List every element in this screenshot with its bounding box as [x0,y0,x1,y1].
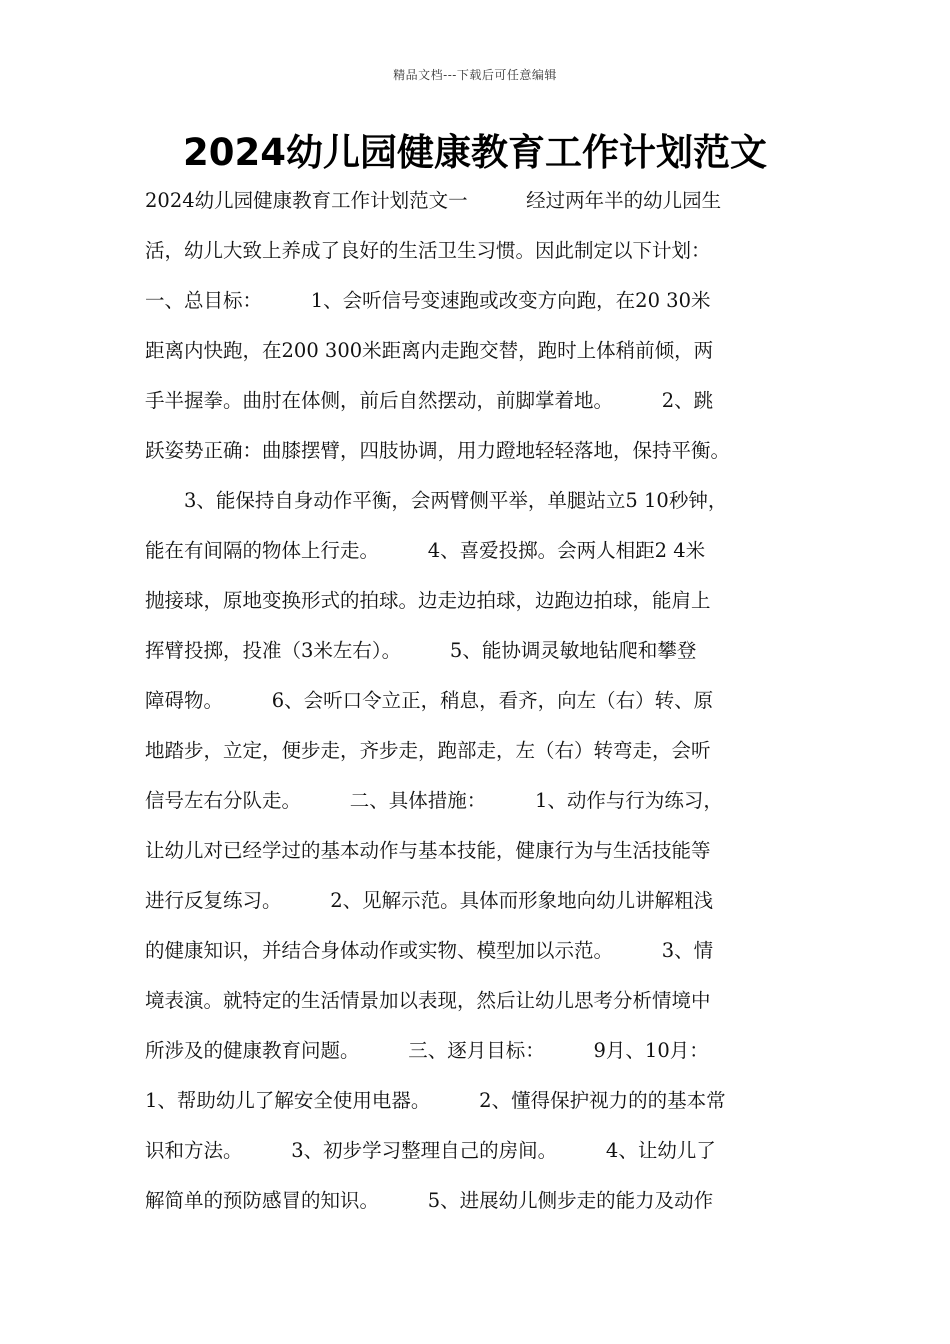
body-line: 信号左右分队走。 二、具体措施： 1、动作与行为练习， [145,789,723,812]
body-line: 境表演。就特定的生活情景加以表现，然后让幼儿思考分析情境中 [145,989,711,1012]
document-title: 2024幼儿园健康教育工作计划范文 [183,131,767,174]
body-line: 一、总目标： 1、会听信号变速跑或改变方向跑，在20 30米 [145,289,711,312]
body-line: 跃姿势正确：曲膝摆臂，四肢协调，用力蹬地轻轻落地，保持平衡。 [145,439,731,462]
body-line: 活，幼儿大致上养成了良好的生活卫生习惯。因此制定以下计划： [145,239,711,262]
header-note: 精品文档---下载后可任意编辑 [393,68,557,82]
document-body [145,176,825,1226]
body-line: 地踏步，立定，便步走，齐步走，跑部走，左（右）转弯走，会听 [145,739,711,762]
body-line: 障碍物。 6、会听口令立正，稍息，看齐，向左（右）转、原 [145,689,714,712]
body-line: 能在有间隔的物体上行走。 4、喜爱投掷。会两人相距2 4米 [145,539,706,562]
body-line: 的健康知识，并结合身体动作或实物、模型加以示范。 3、情 [145,939,714,962]
body-line: 1、帮助幼儿了解安全使用电器。 2、懂得保护视力的的基本常 [145,1089,726,1112]
body-line: 挥臂投掷，投准（3米左右）。 5、能协调灵敏地钻爬和攀登 [145,639,697,662]
body-line: 2024幼儿园健康教育工作计划范文一 经过两年半的幼儿园生 [145,189,722,212]
body-line: 解简单的预防感冒的知识。 5、进展幼儿侧步走的能力及动作 [145,1189,714,1212]
body-line: 让幼儿对已经学过的基本动作与基本技能，健康行为与生活技能等 [145,839,711,862]
body-line: 距离内快跑，在200 300米距离内走跑交替，跑时上体稍前倾，两 [145,339,714,362]
body-line: 所涉及的健康教育问题。 三、逐月目标： 9月、10月： [145,1039,709,1062]
body-line: 识和方法。 3、初步学习整理自己的房间。 4、让幼儿了 [145,1139,716,1162]
body-line: 抛接球，原地变换形式的拍球。边走边拍球，边跑边拍球，能肩上 [145,589,711,612]
body-line: 3、能保持自身动作平衡，会两臂侧平举，单腿站立5 10秒钟， [145,489,728,512]
body-line: 手半握拳。曲肘在体侧，前后自然摆动，前脚掌着地。 2、跳 [145,389,714,412]
body-line: 进行反复练习。 2、见解示范。具体而形象地向幼儿讲解粗浅 [145,889,714,912]
